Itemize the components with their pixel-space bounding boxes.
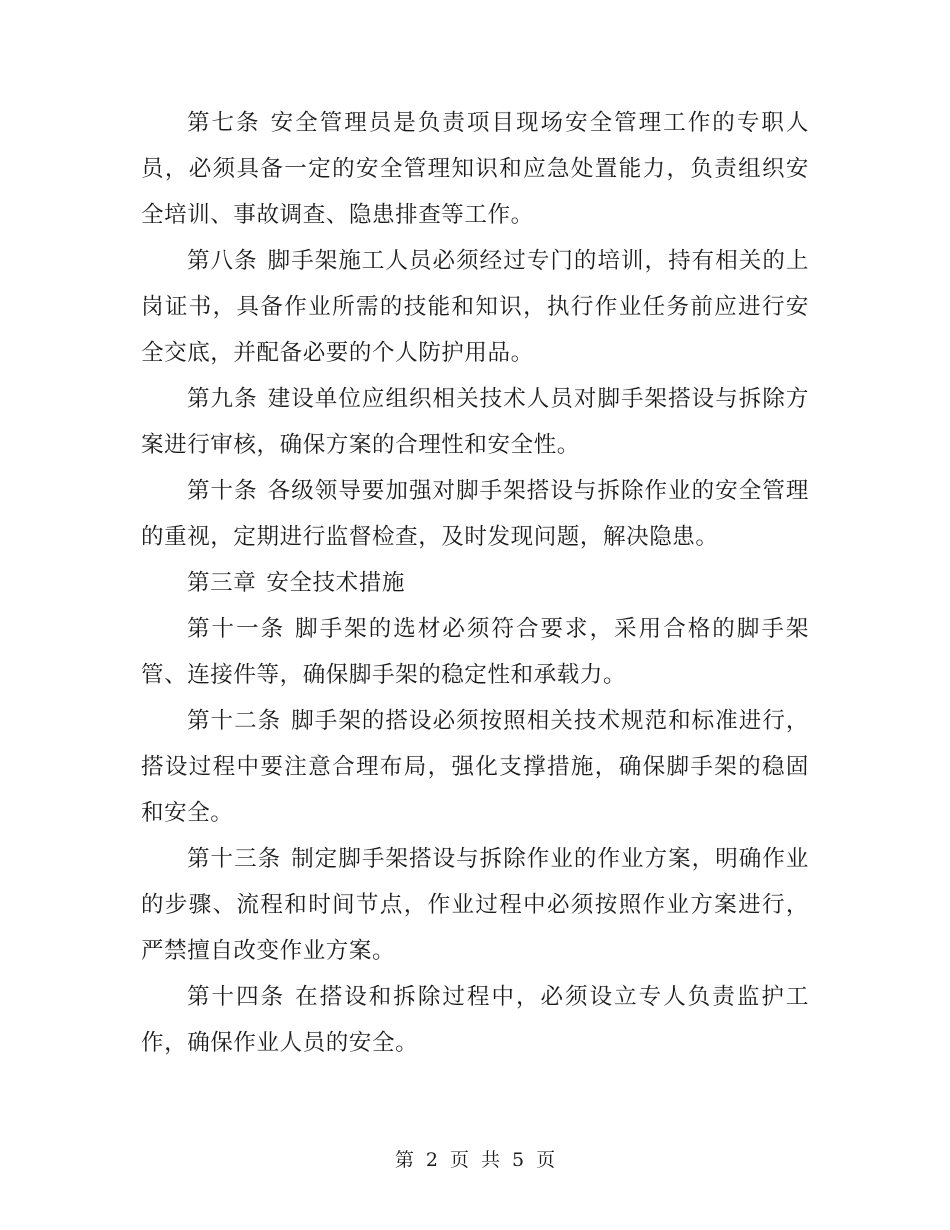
article-9 xyxy=(141,376,809,468)
article-7 xyxy=(141,100,809,238)
article-text: 脚手架施工人员必须经过专门的培训，持有相关的上岗证书，具备作业所需的技能和知识，执行作业任务前应进行安全交底，并配备必要的个人防护用品。 xyxy=(141,248,809,366)
document-body xyxy=(141,100,809,1066)
article-text: 安全管理员是负责项目现场安全管理工作的专职人员，必须具备一定的安全管理知识和应急处置能力，负责组织安全培训、事故调查、隐患排查等工作。 xyxy=(141,110,809,228)
article-11 xyxy=(141,606,809,698)
article-label: 第九条 xyxy=(187,386,258,412)
article-10 xyxy=(141,468,809,560)
article-text: 脚手架的选材必须符合要求，采用合格的脚手架管、连接件等，确保脚手架的稳定性和承载力。 xyxy=(141,616,809,688)
article-12 xyxy=(141,698,809,836)
article-text: 制定脚手架搭设与拆除作业的作业方案，明确作业的步骤、流程和时间节点，作业过程中必须按照作业方案进行，严禁擅自改变作业方案。 xyxy=(141,846,810,964)
article-text: 建设单位应组织相关技术人员对脚手架搭设与拆除方案进行审核，确保方案的合理性和安全性。 xyxy=(141,386,809,458)
page-number: 第 2 页 共 5 页 xyxy=(394,1149,556,1171)
article-14 xyxy=(141,974,809,1066)
article-text: 在搭设和拆除过程中，必须设立专人负责监护工作，确保作业人员的安全。 xyxy=(141,984,809,1056)
article-label: 第十四条 xyxy=(187,984,286,1010)
chapter-label: 第三章 xyxy=(187,570,257,596)
chapter-title: 安全技术措施 xyxy=(266,570,405,596)
article-label: 第八条 xyxy=(187,248,258,274)
article-label: 第十一条 xyxy=(187,616,286,642)
article-text: 脚手架的搭设必须按照相关技术规范和标准进行，搭设过程中要注意合理布局，强化支撑措施，确保脚手架的稳固和安全。 xyxy=(141,708,810,826)
article-13 xyxy=(141,836,809,974)
article-label: 第十二条 xyxy=(187,708,282,734)
article-text: 各级领导要加强对脚手架搭设与拆除作业的安全管理的重视，定期进行监督检查，及时发现问题，解决隐患。 xyxy=(141,478,809,550)
chapter-3-heading xyxy=(141,560,809,606)
article-8 xyxy=(141,238,809,376)
article-label: 第十三条 xyxy=(187,846,282,872)
article-label: 第七条 xyxy=(187,110,261,136)
article-label: 第十条 xyxy=(187,478,258,504)
page-footer xyxy=(0,1148,950,1172)
